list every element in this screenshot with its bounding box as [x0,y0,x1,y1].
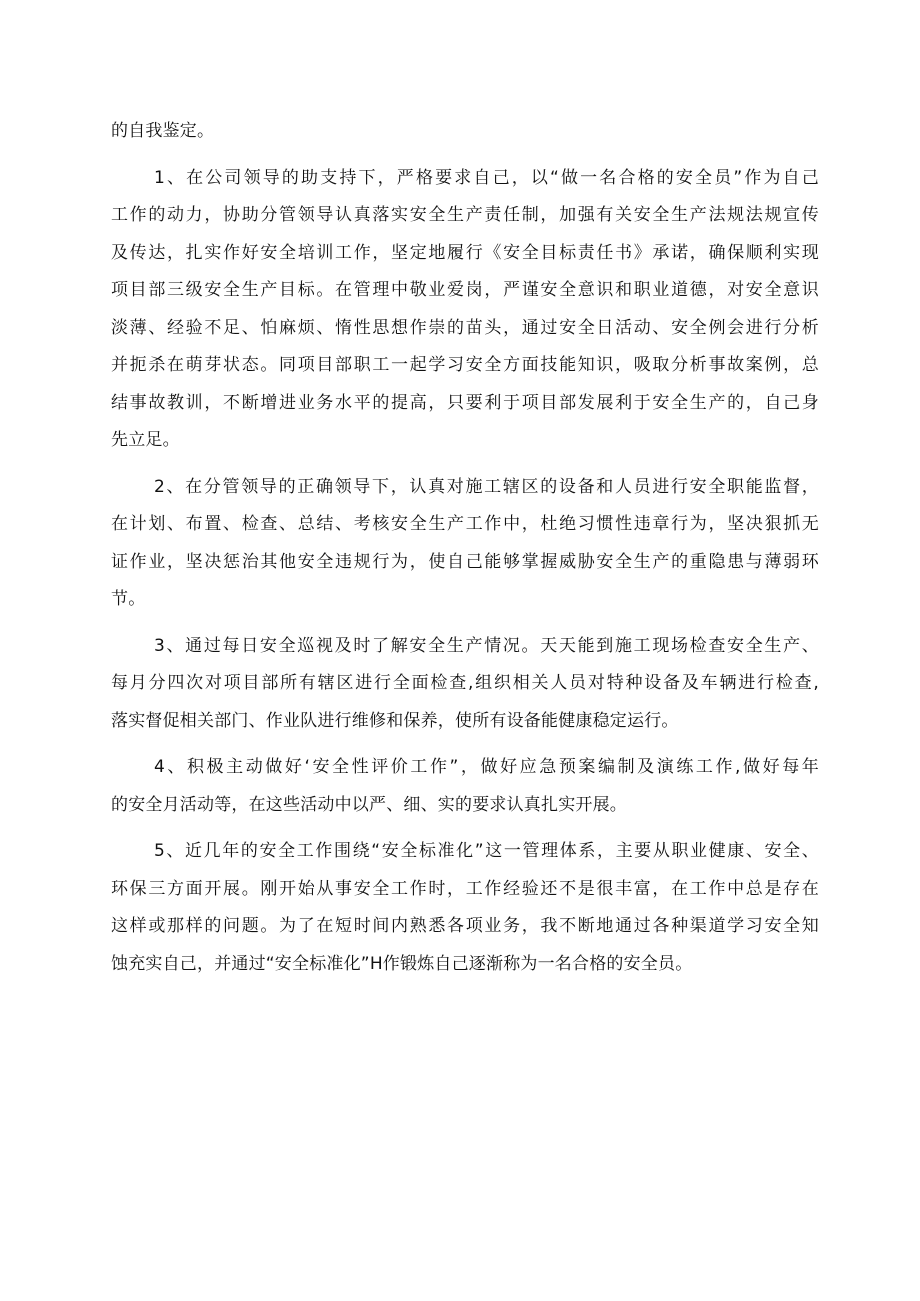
text-line: 1、在公司领导的助支持下，严格要求自己，以“做一名合格的安全员”作为自己 [154,167,819,188]
text-line: 的自我鉴定。 [111,121,215,141]
text-line: 节。 [111,589,146,609]
paragraph [111,160,819,460]
paragraph [111,628,819,741]
text-line: 淡薄、经验不足、怕麻烦、惰性思想作崇的苗头，通过安全日活动、安全例会进行分析 [111,317,819,338]
paragraph [111,113,819,151]
paragraph [111,749,819,824]
text-line: 2、在分管领导的正确领导下，认真对施工辖区的设备和人员进行安全职能监督， [154,476,819,497]
text-line: 工作的动力，协助分管领导认真落实安全生产责任制，加强有关安全生产法规法规宣传 [111,205,819,225]
paragraph [111,833,819,983]
text-line: 证作业，坚决惩治其他安全违规行为，使自己能够掌握威胁安全生产的重隐患与薄弱环 [111,551,819,572]
document-body [111,113,819,983]
text-line: 5、近几年的安全工作围绕“安全标准化”这一管理体系，主要从职业健康、安全、 [154,841,819,861]
paragraph [111,469,819,619]
text-line: 3、通过每日安全巡视及时了解安全生产情况。天天能到施工现场检查安全生产、 [154,635,819,656]
text-line: 4、积极主动做好‘安全性评价工作”，做好应急预案编制及演练工作,做好每年 [154,757,819,777]
text-line: 环保三方面开展。刚开始从事安全工作时，工作经验还不是很丰富，在工作中总是存在 [111,878,819,899]
text-line: 这样或那样的问题。为了在短时间内熟悉各项业务，我不断地通过各种渠道学习安全知 [111,916,819,936]
text-line: 在计划、布置、检查、总结、考核安全生产工作中，杜绝习惯性违章行为，坚决狠抓无 [111,514,819,534]
text-line: 及传达，扎实作好安全培训工作，坚定地履行《安全目标责任书》承诺，确保顺利实现 [111,242,819,263]
text-line: 项目部三级安全生产目标。在管理中敬业爱岗，严谨安全意识和职业道德，对安全意识 [111,280,819,300]
text-line: 结事故教训，不断增进业务水平的提高，只要利于项目部发展利于安全生产的，自己身 [111,392,819,413]
text-line: 的安全月活动等，在这些活动中以严、细、实的要求认真扎实开展。 [111,794,627,815]
text-line: 并扼杀在萌芽状态。同项目部职工一起学习安全方面技能知识，吸取分析事故案例，总 [111,355,819,375]
text-line: 每月分四次对项目部所有辖区进行全面检查,组织相关人员对特种设备及车辆进行检查, [111,673,819,693]
text-line: 落实督促相关部门、作业队进行维修和保养，使所有设备能健康稳定运行。 [111,710,679,731]
text-line: 蚀充实自己，并通过“安全标准化”H作锻炼自己逐渐称为一名合格的安全员。 [111,953,693,974]
text-line: 先立足。 [111,430,180,450]
